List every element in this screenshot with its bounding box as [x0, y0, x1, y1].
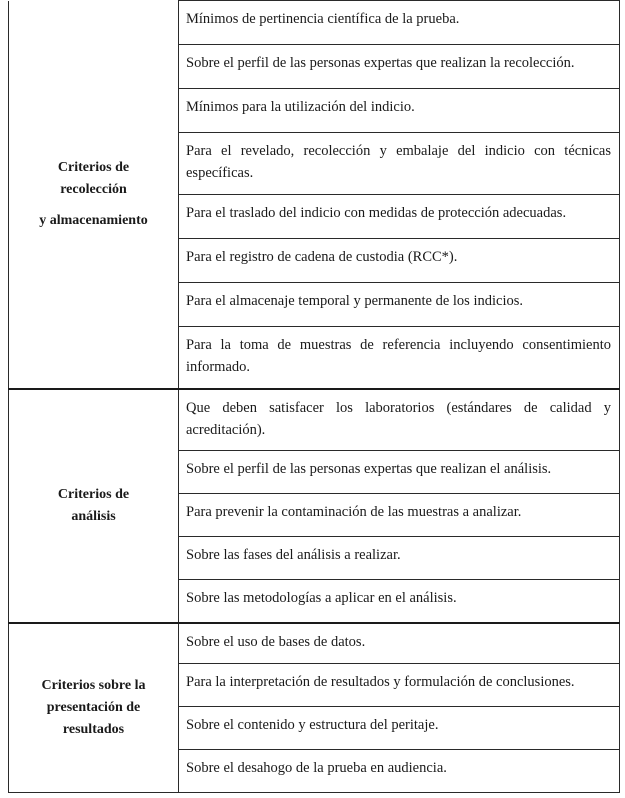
section-title-analisis [9, 389, 179, 623]
criteria-item: Sobre el uso de bases de datos. [179, 623, 620, 664]
section-title-line: recolección [60, 181, 127, 197]
section-title-line: y almacenamiento [39, 212, 148, 228]
criteria-item: Sobre el desahogo de la prueba en audiencia. [179, 750, 620, 793]
section-title-line: resultados [62, 721, 125, 737]
section-title-presentacion [9, 623, 179, 793]
criteria-item: Para prevenir la contaminación de las muestras a analizar. [179, 494, 620, 537]
criteria-item: Sobre el perfil de las personas expertas que realizan la recolección. [179, 45, 620, 89]
criteria-item: Para la toma de muestras de referencia incluyendo consentimiento informado. [179, 327, 620, 389]
criteria-item: Mínimos de pertinencia científica de la prueba. [179, 1, 620, 45]
criteria-item: Para el registro de cadena de custodia (RCC*). [179, 239, 620, 283]
criteria-item: Sobre las metodologías a aplicar en el análisis. [179, 580, 620, 623]
criteria-item: Que deben satisfacer los laboratorios (estándares de calidad y acreditación). [179, 389, 620, 451]
criteria-item: Para la interpretación de resultados y formulación de conclusiones. [179, 664, 620, 707]
criteria-item: Para el almacenaje temporal y permanente de los indicios. [179, 283, 620, 327]
criteria-item: Sobre el perfil de las personas expertas que realizan el análisis. [179, 451, 620, 494]
criteria-table [8, 0, 620, 793]
section-title-line: Criterios de [57, 486, 130, 502]
criteria-item: Para el revelado, recolección y embalaje del indicio con técnicas específicas. [179, 133, 620, 195]
criteria-item: Sobre el contenido y estructura del peritaje. [179, 707, 620, 750]
criteria-item: Para el traslado del indicio con medidas de protección adecuadas. [179, 195, 620, 239]
section-title-line: Criterios de [57, 159, 130, 175]
section-title-line: Criterios sobre la [41, 677, 146, 693]
section-title-line: presentación de [46, 699, 141, 715]
section-title-line: análisis [71, 508, 116, 524]
section-title-recoleccion [9, 1, 179, 389]
criteria-item: Mínimos para la utilización del indicio. [179, 89, 620, 133]
criteria-item: Sobre las fases del análisis a realizar. [179, 537, 620, 580]
